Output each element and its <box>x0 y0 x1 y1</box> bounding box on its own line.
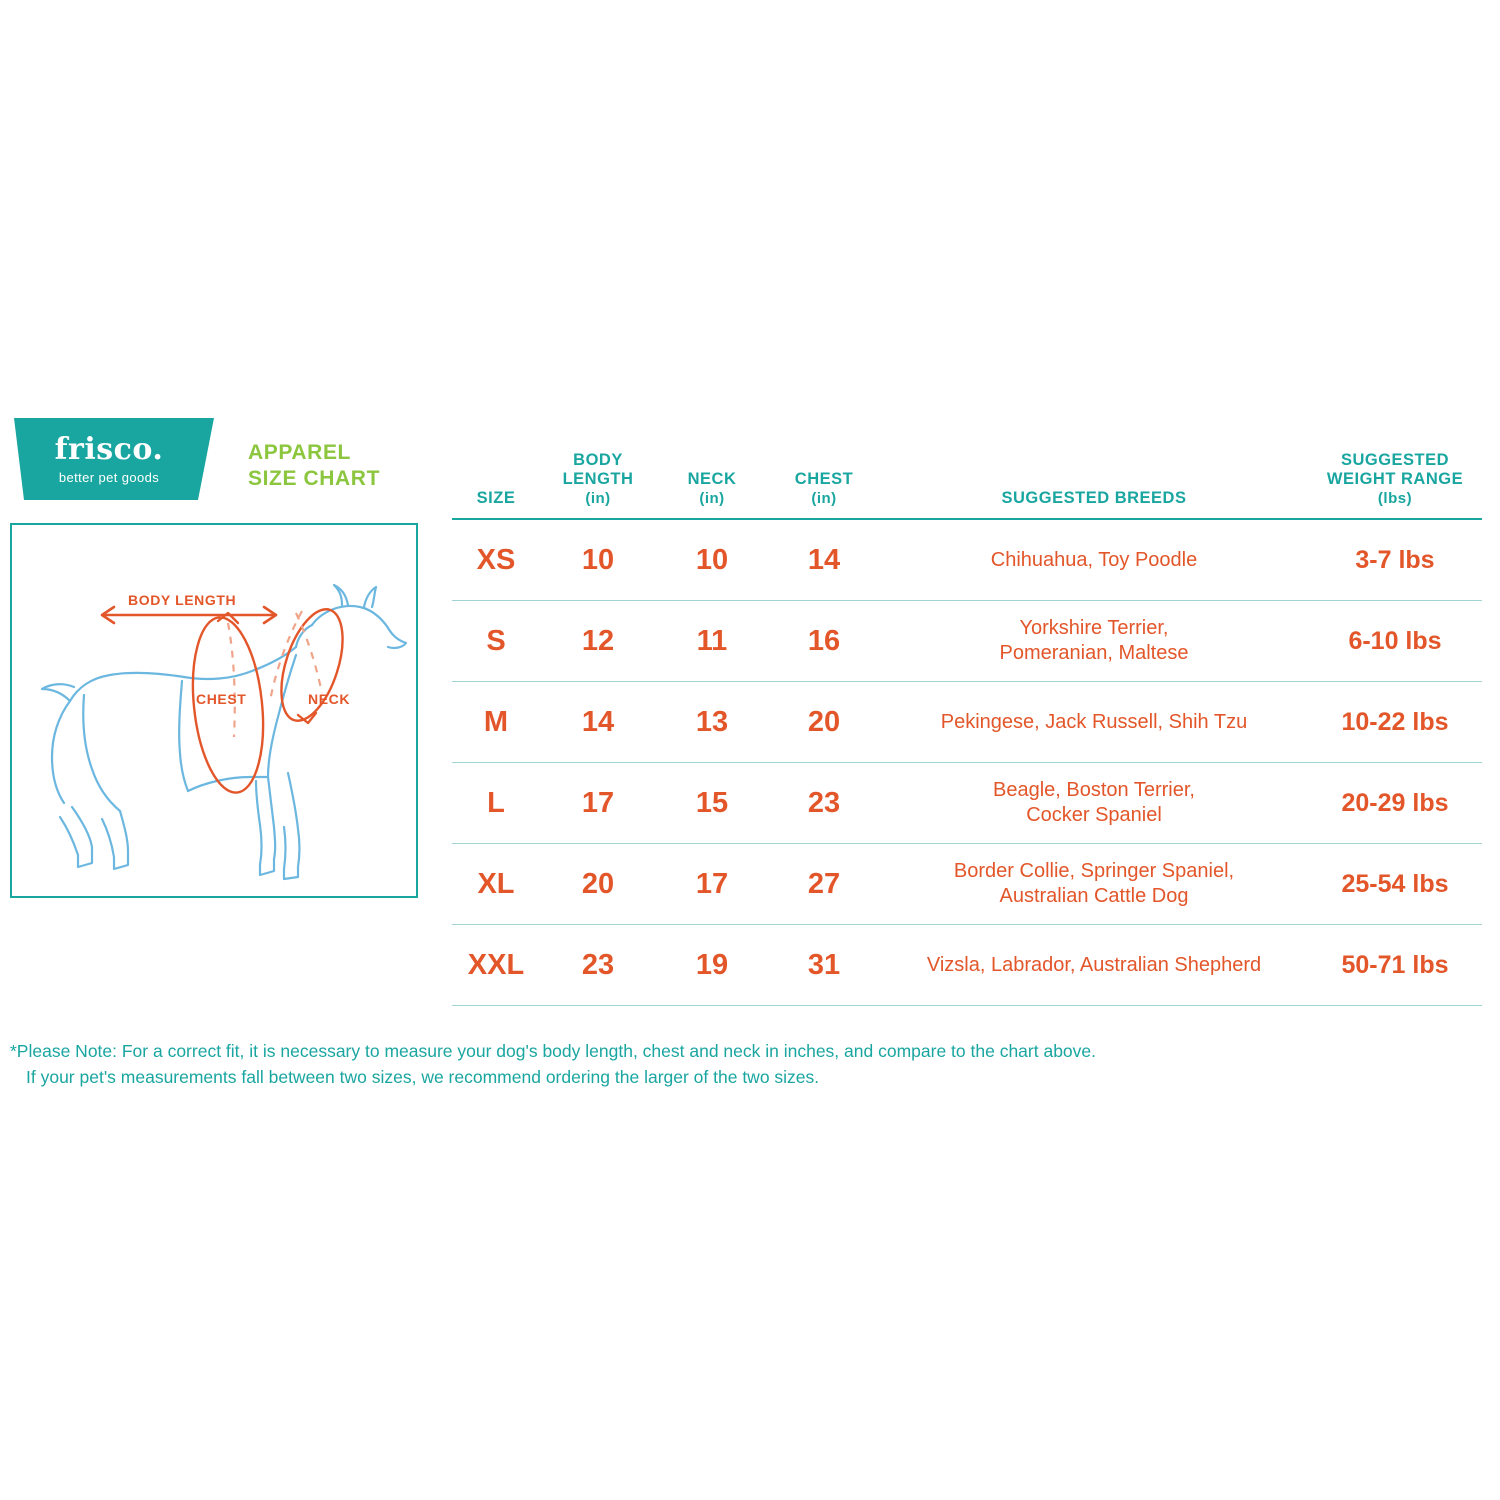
cell-size: L <box>487 786 505 819</box>
table-header-row <box>452 430 1482 520</box>
cell-size: XL <box>477 867 515 900</box>
cell-chest: 27 <box>807 867 841 900</box>
cell-breeds: Border Collie, Springer Spaniel, Australian Cattle Dog <box>953 860 1235 907</box>
table-row <box>452 844 1482 925</box>
column-header-size: SIZE <box>476 489 516 507</box>
footnote-line-1: *Please Note: For a correct fit, it is necessary to measure your dog's body length, chest and neck in inches, and compare to the chart above. <box>10 1041 1096 1061</box>
column-header-suggested-breeds: SUGGESTED BREEDS <box>1001 489 1187 507</box>
cell-body-length: 20 <box>581 867 615 900</box>
cell-body-length: 14 <box>581 705 615 738</box>
footnote-line-2: If your pet's measurements fall between two sizes, we recommend ordering the larger of the two sizes. <box>26 1067 820 1087</box>
cell-weight: 10-22 lbs <box>1341 707 1449 736</box>
cell-weight: 50-71 lbs <box>1341 950 1449 979</box>
dog-illustration-icon <box>12 525 416 896</box>
cell-neck: 15 <box>695 786 729 819</box>
size-chart-table <box>452 430 1482 1006</box>
table-row <box>452 601 1482 682</box>
cell-chest: 14 <box>807 543 841 576</box>
cell-size: XS <box>476 543 516 576</box>
page-title-line2: SIZE CHART <box>248 467 380 490</box>
cell-body-length: 10 <box>581 543 615 576</box>
cell-neck: 17 <box>695 867 729 900</box>
cell-body-length: 12 <box>581 624 615 657</box>
cell-breeds: Vizsla, Labrador, Australian Shepherd <box>926 953 1262 976</box>
footnote <box>10 1038 1430 1090</box>
table-row <box>452 925 1482 1006</box>
cell-neck: 13 <box>695 705 729 738</box>
cell-weight: 20-29 lbs <box>1341 788 1449 817</box>
cell-weight: 25-54 lbs <box>1341 869 1449 898</box>
cell-neck: 10 <box>695 543 729 576</box>
column-header-body-length: BODY LENGTH (in) <box>562 451 634 507</box>
logo-tagline: better pet goods <box>58 470 160 485</box>
cell-chest: 16 <box>807 624 841 657</box>
column-header-neck: NECK (in) <box>687 470 737 507</box>
cell-size: S <box>486 624 506 657</box>
cell-size: XXL <box>467 948 525 981</box>
table-row <box>452 763 1482 844</box>
cell-breeds: Pekingese, Jack Russell, Shih Tzu <box>940 710 1248 733</box>
table-row <box>452 682 1482 763</box>
cell-chest: 31 <box>807 948 841 981</box>
diagram-label-body-length: BODY LENGTH <box>128 592 237 608</box>
table-row <box>452 520 1482 601</box>
cell-chest: 20 <box>807 705 841 738</box>
cell-neck: 11 <box>696 624 728 657</box>
diagram-label-chest: CHEST <box>196 691 247 707</box>
cell-breeds: Beagle, Boston Terrier, Cocker Spaniel <box>993 779 1195 826</box>
column-header-suggested-weight-range: SUGGESTED WEIGHT RANGE (lbs) <box>1326 451 1464 507</box>
page-title-line1: APPAREL <box>248 441 351 464</box>
diagram-label-neck: NECK <box>308 691 351 707</box>
page-title <box>248 440 438 492</box>
cell-weight: 6-10 lbs <box>1348 626 1442 655</box>
cell-breeds: Yorkshire Terrier, Pomeranian, Maltese <box>999 617 1189 664</box>
frisco-logo <box>14 418 214 500</box>
cell-body-length: 23 <box>581 948 615 981</box>
logo-brand-name: frisco. <box>54 432 164 467</box>
measurement-diagram-box <box>10 523 418 898</box>
cell-size: M <box>483 705 509 738</box>
cell-chest: 23 <box>807 786 841 819</box>
cell-neck: 19 <box>695 948 729 981</box>
cell-breeds: Chihuahua, Toy Poodle <box>990 548 1198 571</box>
cell-weight: 3-7 lbs <box>1355 545 1435 574</box>
column-header-chest: CHEST (in) <box>794 470 854 507</box>
cell-body-length: 17 <box>581 786 615 819</box>
